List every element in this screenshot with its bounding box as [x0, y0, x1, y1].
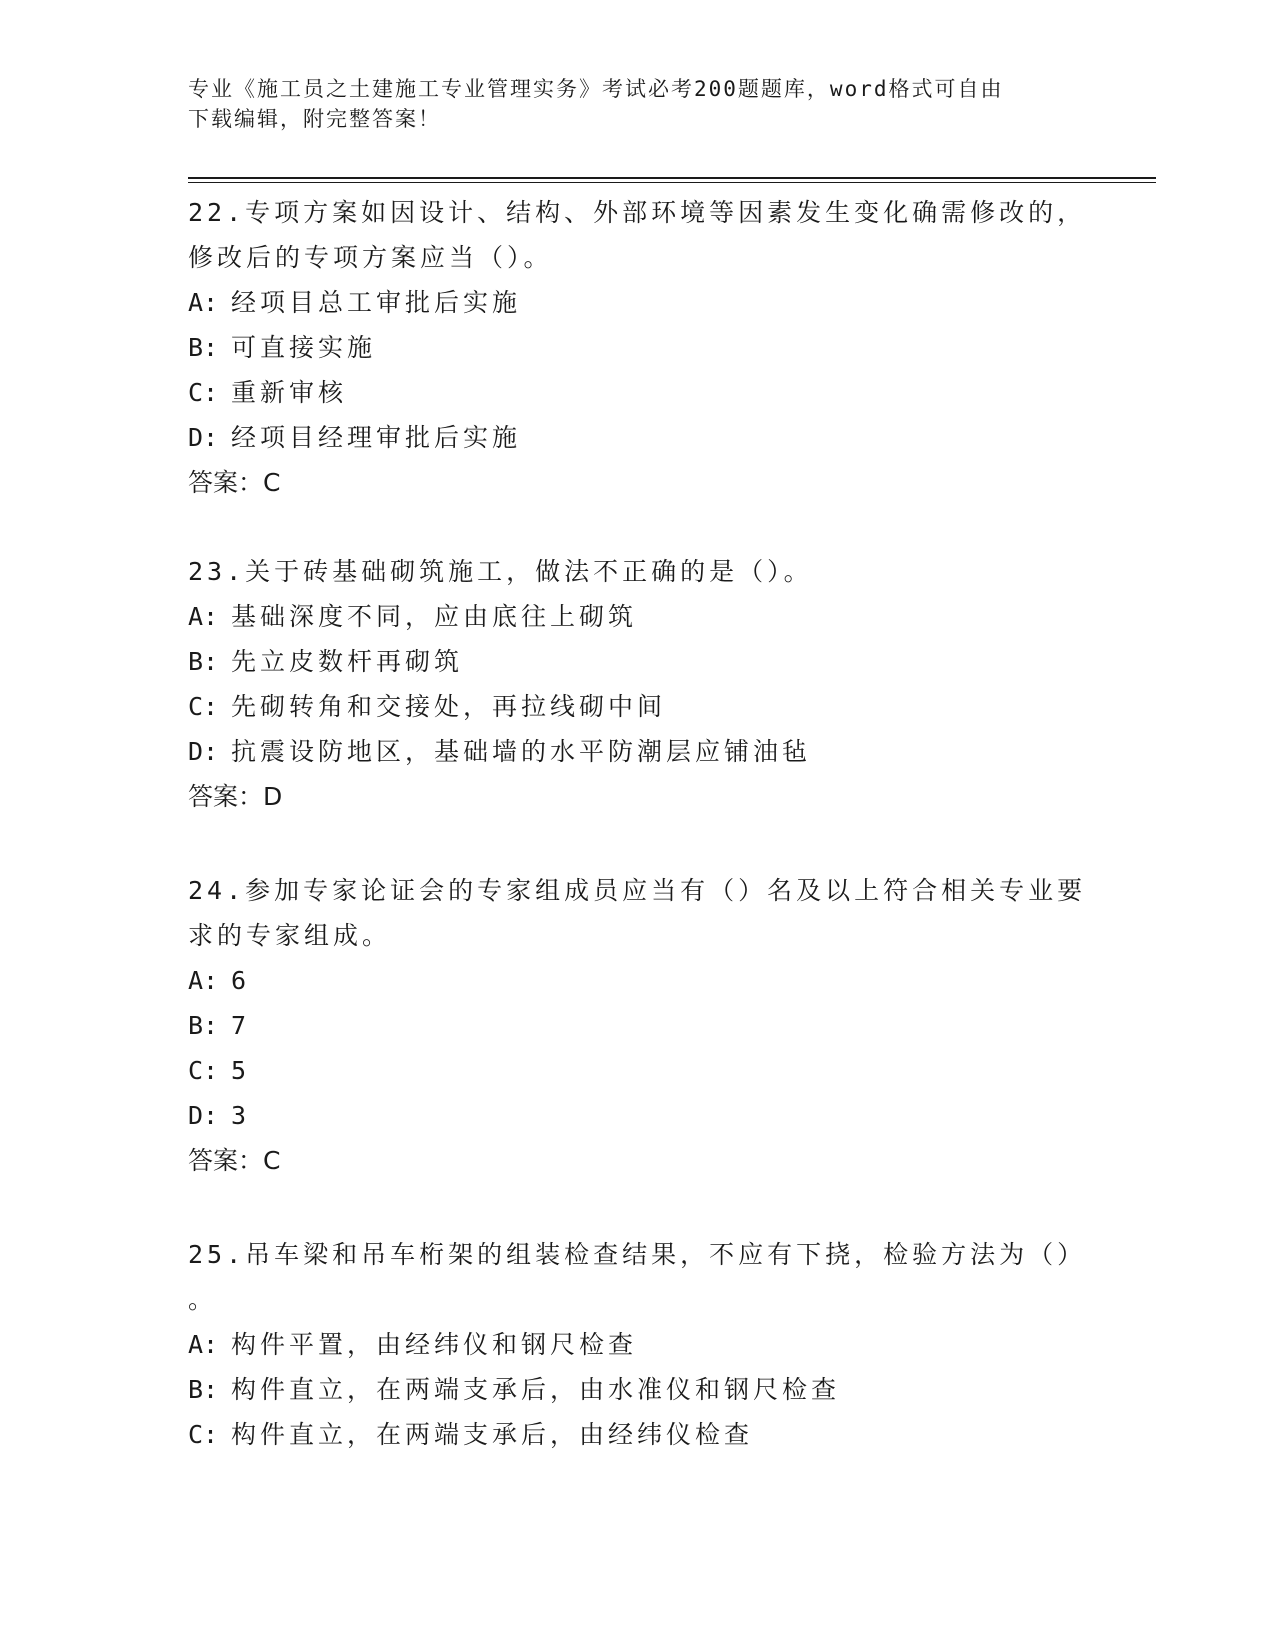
- option-letter: C:: [188, 1420, 219, 1449]
- option-b: [188, 325, 1088, 370]
- answer-line: 答案：D: [188, 782, 283, 811]
- question-stem-line: 。: [188, 1285, 218, 1314]
- option-letter: B:: [188, 647, 219, 676]
- answer-line: 答案：C: [188, 1146, 281, 1175]
- option-c: [188, 1048, 1088, 1093]
- option-text: 构件平置，由经纬仪和钢尺检查: [231, 1330, 638, 1359]
- option-c: [188, 684, 1088, 729]
- header-divider-thick: [188, 177, 1156, 179]
- option-a: [188, 1322, 1088, 1367]
- option-letter: C:: [188, 378, 219, 407]
- option-text: 经项目经理审批后实施: [231, 423, 522, 452]
- option-b: [188, 1367, 1088, 1412]
- option-letter: C:: [188, 1056, 219, 1085]
- option-text: 7: [231, 1011, 251, 1040]
- question-stem-line: 修改后的专项方案应当（）。: [188, 243, 553, 272]
- option-letter: B:: [188, 1375, 219, 1404]
- option-letter: A:: [188, 288, 219, 317]
- option-letter: D:: [188, 1101, 219, 1130]
- option-text: 可直接实施: [231, 333, 377, 362]
- option-text: 构件直立，在两端支承后，由经纬仪检查: [231, 1420, 754, 1449]
- question-stem-line: 24.参加专家论证会的专家组成员应当有（）名及以上符合相关专业要: [188, 876, 1087, 905]
- option-letter: D:: [188, 737, 219, 766]
- header-line-1: 专业《施工员之土建施工专业管理实务》考试必考200题题库，word格式可自由: [188, 77, 1004, 101]
- header-divider-thin: [188, 182, 1156, 183]
- option-d: [188, 1093, 1088, 1138]
- option-a: [188, 594, 1088, 639]
- question-25: [188, 1232, 1088, 1457]
- option-text: 5: [231, 1056, 251, 1085]
- document-header: [188, 74, 1068, 134]
- option-text: 构件直立，在两端支承后，由水准仪和钢尺检查: [231, 1375, 841, 1404]
- option-text: 基础深度不同，应由底往上砌筑: [231, 602, 638, 631]
- option-letter: C:: [188, 692, 219, 721]
- option-text: 先立皮数杆再砌筑: [231, 647, 464, 676]
- option-text: 抗震设防地区，基础墙的水平防潮层应铺油毡: [231, 737, 812, 766]
- option-c: [188, 1412, 1088, 1457]
- question-stem-line: 23.关于砖基础砌筑施工，做法不正确的是（）。: [188, 557, 813, 586]
- option-d: [188, 415, 1088, 460]
- question-stem-line: 22.专项方案如因设计、结构、外部环境等因素发生变化确需修改的，: [188, 198, 1087, 227]
- option-text: 3: [231, 1101, 251, 1130]
- option-letter: A:: [188, 1330, 219, 1359]
- question-stem-line: 25.吊车梁和吊车桁架的组装检查结果，不应有下挠，检验方法为（）: [188, 1240, 1087, 1269]
- option-text: 经项目总工审批后实施: [231, 288, 522, 317]
- option-letter: B:: [188, 1011, 219, 1040]
- option-b: [188, 1003, 1088, 1048]
- option-a: [188, 280, 1088, 325]
- option-c: [188, 370, 1088, 415]
- question-23: [188, 549, 1088, 819]
- option-text: 6: [231, 966, 251, 995]
- answer-line: 答案：C: [188, 468, 281, 497]
- option-b: [188, 639, 1088, 684]
- header-line-2: 下载编辑，附完整答案！: [188, 107, 441, 131]
- option-text: 先砌转角和交接处，再拉线砌中间: [231, 692, 667, 721]
- option-letter: A:: [188, 966, 219, 995]
- option-a: [188, 958, 1088, 1003]
- option-letter: D:: [188, 423, 219, 452]
- option-letter: B:: [188, 333, 219, 362]
- option-d: [188, 729, 1088, 774]
- option-text: 重新审核: [231, 378, 348, 407]
- question-24: [188, 868, 1088, 1183]
- option-letter: A:: [188, 602, 219, 631]
- question-22: [188, 190, 1088, 505]
- question-stem-line: 求的专家组成。: [188, 921, 392, 950]
